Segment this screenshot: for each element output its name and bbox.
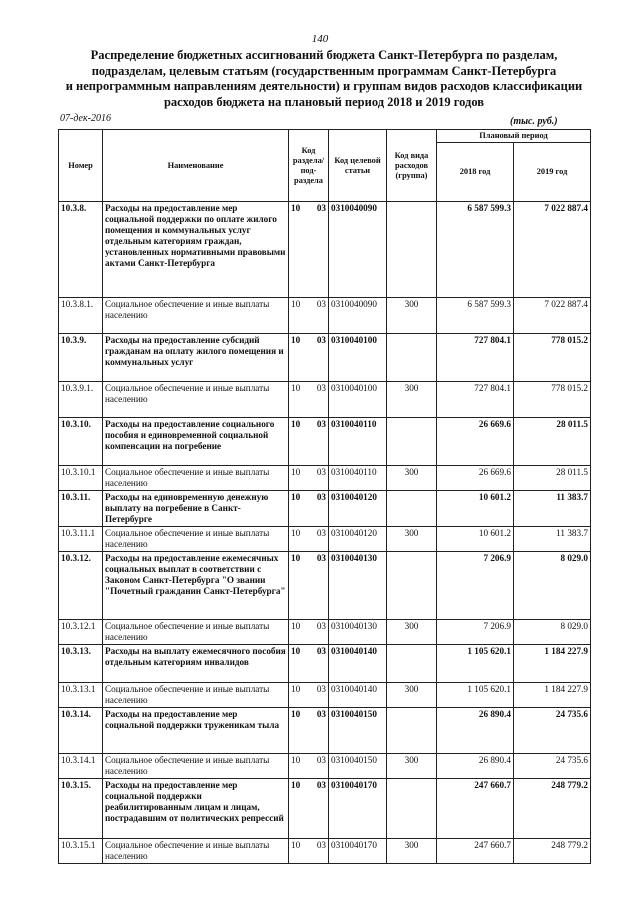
- row-section-code: [289, 620, 329, 645]
- row-amount-2019: 11 383.7: [514, 491, 591, 527]
- section-code: 10: [291, 780, 301, 790]
- section-code: 10: [291, 467, 301, 477]
- row-expense-type: [387, 779, 437, 839]
- section-code: 10: [291, 335, 301, 345]
- row-amount-2018: 26 890.4: [437, 708, 514, 754]
- title-line: расходов бюджета на плановый период 2018 и 2019 годов: [163, 94, 485, 109]
- row-number: 10.3.9.1.: [59, 382, 103, 418]
- row-number: 10.3.13.1: [59, 683, 103, 708]
- header-name: Наименование: [103, 130, 289, 202]
- row-number: 10.3.8.1.: [59, 298, 103, 334]
- section-code: 10: [291, 553, 301, 563]
- table-row: [59, 466, 591, 491]
- row-expense-type: 300: [387, 298, 437, 334]
- subsection-code: 03: [316, 419, 326, 429]
- table-row: [59, 527, 591, 552]
- row-amount-2019: 24 735.6: [514, 708, 591, 754]
- row-target-code: 0310040090: [329, 298, 387, 334]
- subsection-code: 03: [316, 203, 326, 213]
- row-section-code: [289, 334, 329, 382]
- header-year-2018: 2018 год: [437, 143, 514, 202]
- row-section-code: [289, 645, 329, 683]
- row-target-code: 0310040170: [329, 839, 387, 864]
- subsection-code: 03: [316, 780, 326, 790]
- row-expense-type: 300: [387, 754, 437, 779]
- table-row: [59, 552, 591, 620]
- row-number: 10.3.14.: [59, 708, 103, 754]
- row-expense-type: [387, 334, 437, 382]
- row-amount-2019: 778 015.2: [514, 334, 591, 382]
- section-code: 10: [291, 755, 301, 765]
- header-planned-period: Плановый период: [437, 130, 591, 143]
- row-amount-2018: 1 105 620.1: [437, 645, 514, 683]
- row-name: Расходы на предоставление социального пособия и единовременной социальной компенсации на погребение: [103, 418, 289, 466]
- row-amount-2019: 248 779.2: [514, 839, 591, 864]
- header-expense-type: Код вида расходов (группа): [387, 130, 437, 202]
- row-target-code: 0310040110: [329, 466, 387, 491]
- row-expense-type: 300: [387, 466, 437, 491]
- row-name: Социальное обеспечение и иные выплаты населению: [103, 754, 289, 779]
- row-target-code: 0310040170: [329, 779, 387, 839]
- row-expense-type: [387, 202, 437, 298]
- row-amount-2019: 24 735.6: [514, 754, 591, 779]
- row-amount-2019: 28 011.5: [514, 466, 591, 491]
- subsection-code: 03: [316, 755, 326, 765]
- title-line: подразделам, целевым статьям (государственным программам Санкт-Петербурга: [91, 63, 557, 78]
- row-expense-type: 300: [387, 620, 437, 645]
- page-number: 140: [311, 33, 329, 45]
- table-row: [59, 298, 591, 334]
- row-name: Расходы на предоставление мер социальной поддержки реабилитированным лицам и лицам, пострадавшим от политических репрессий: [103, 779, 289, 839]
- row-amount-2019: 7 022 887.4: [514, 298, 591, 334]
- row-section-code: [289, 754, 329, 779]
- subsection-code: 03: [316, 553, 326, 563]
- table-row: [59, 839, 591, 864]
- row-target-code: 0310040150: [329, 754, 387, 779]
- section-code: 10: [291, 383, 301, 393]
- section-code: 10: [291, 840, 301, 850]
- row-section-code: [289, 298, 329, 334]
- row-expense-type: 300: [387, 382, 437, 418]
- row-amount-2018: 26 669.6: [437, 466, 514, 491]
- row-expense-type: [387, 491, 437, 527]
- units-label: (тыс. руб.): [510, 116, 558, 127]
- section-code: 10: [291, 299, 301, 309]
- row-amount-2018: 6 587 599.3: [437, 298, 514, 334]
- row-number: 10.3.14.1: [59, 754, 103, 779]
- row-name: Социальное обеспечение и иные выплаты населению: [103, 839, 289, 864]
- table-row: [59, 202, 591, 298]
- row-section-code: [289, 491, 329, 527]
- section-code: 10: [291, 709, 301, 719]
- row-amount-2018: 247 660.7: [437, 839, 514, 864]
- row-expense-type: [387, 552, 437, 620]
- budget-table: [58, 129, 591, 864]
- row-target-code: 0310040090: [329, 202, 387, 298]
- section-code: 10: [291, 621, 301, 631]
- row-target-code: 0310040140: [329, 683, 387, 708]
- table-row: [59, 754, 591, 779]
- row-target-code: 0310040140: [329, 645, 387, 683]
- row-section-code: [289, 418, 329, 466]
- subsection-code: 03: [316, 467, 326, 477]
- table-row: [59, 620, 591, 645]
- row-name: Расходы на предоставление субсидий гражданам на оплату жилого помещения и коммунальных услуг: [103, 334, 289, 382]
- row-name: Социальное обеспечение и иные выплаты населению: [103, 620, 289, 645]
- row-amount-2018: 1 105 620.1: [437, 683, 514, 708]
- row-target-code: 0310040100: [329, 382, 387, 418]
- row-target-code: 0310040110: [329, 418, 387, 466]
- row-number: 10.3.10.: [59, 418, 103, 466]
- row-section-code: [289, 779, 329, 839]
- subsection-code: 03: [316, 646, 326, 656]
- row-amount-2018: 727 804.1: [437, 382, 514, 418]
- section-code: 10: [291, 492, 301, 502]
- section-code: 10: [291, 419, 301, 429]
- section-code: 10: [291, 684, 301, 694]
- row-amount-2019: 248 779.2: [514, 779, 591, 839]
- row-amount-2018: 6 587 599.3: [437, 202, 514, 298]
- row-name: Расходы на предоставление мер социальной поддержки труженикам тыла: [103, 708, 289, 754]
- row-section-code: [289, 466, 329, 491]
- title-line: и непрограммным направлениям деятельности) и группам видов расходов классификации: [65, 79, 583, 93]
- subsection-code: 03: [316, 492, 326, 502]
- subsection-code: 03: [316, 840, 326, 850]
- row-name: Социальное обеспечение и иные выплаты населению: [103, 683, 289, 708]
- row-amount-2018: 727 804.1: [437, 334, 514, 382]
- row-section-code: [289, 683, 329, 708]
- table-row: [59, 418, 591, 466]
- table-row: [59, 334, 591, 382]
- row-number: 10.3.13.: [59, 645, 103, 683]
- row-section-code: [289, 839, 329, 864]
- row-amount-2018: 10 601.2: [437, 527, 514, 552]
- row-name: Социальное обеспечение и иные выплаты населению: [103, 298, 289, 334]
- table-row: [59, 645, 591, 683]
- row-expense-type: [387, 645, 437, 683]
- subsection-code: 03: [316, 709, 326, 719]
- row-amount-2019: 28 011.5: [514, 418, 591, 466]
- row-number: 10.3.9.: [59, 334, 103, 382]
- row-amount-2019: 8 029.0: [514, 620, 591, 645]
- row-amount-2018: 7 206.9: [437, 552, 514, 620]
- row-section-code: [289, 708, 329, 754]
- row-target-code: 0310040120: [329, 491, 387, 527]
- row-amount-2018: 7 206.9: [437, 620, 514, 645]
- header-number: Номер: [59, 130, 103, 202]
- row-number: 10.3.10.1: [59, 466, 103, 491]
- row-amount-2019: 1 184 227.9: [514, 683, 591, 708]
- row-name: Расходы на предоставление мер социальной поддержки по оплате жилого помещения и коммунальных услуг отдельным категориям граждан, установленных нормативными правовыми актами Санкт-Петербурга: [103, 202, 289, 298]
- document-title: [52, 48, 596, 110]
- subsection-code: 03: [316, 299, 326, 309]
- row-number: 10.3.8.: [59, 202, 103, 298]
- row-name: Расходы на предоставление ежемесячных социальных выплат в соответствии с Законом Санкт-Петербурга "О звании "Почетный гражданин Санкт-Петербурга": [103, 552, 289, 620]
- row-section-code: [289, 527, 329, 552]
- row-number: 10.3.15.: [59, 779, 103, 839]
- row-amount-2019: 1 184 227.9: [514, 645, 591, 683]
- row-expense-type: [387, 418, 437, 466]
- section-code: 10: [291, 528, 301, 538]
- subsection-code: 03: [316, 621, 326, 631]
- table-row: [59, 382, 591, 418]
- row-target-code: 0310040150: [329, 708, 387, 754]
- table-row: [59, 683, 591, 708]
- row-amount-2019: 8 029.0: [514, 552, 591, 620]
- row-name: Расходы на выплату ежемесячного пособия отдельным категориям инвалидов: [103, 645, 289, 683]
- row-amount-2018: 247 660.7: [437, 779, 514, 839]
- row-number: 10.3.12.1: [59, 620, 103, 645]
- table-row: [59, 708, 591, 754]
- row-number: 10.3.12.: [59, 552, 103, 620]
- title-line: Распределение бюджетных ассигнований бюджета Санкт-Петербурга по разделам,: [90, 48, 558, 62]
- header-year-2019: 2019 год: [514, 143, 591, 202]
- subsection-code: 03: [316, 684, 326, 694]
- header-section-code: Код раздела/ под- раздела: [289, 130, 329, 202]
- row-number: 10.3.11.: [59, 491, 103, 527]
- subsection-code: 03: [316, 335, 326, 345]
- row-amount-2018: 10 601.2: [437, 491, 514, 527]
- row-amount-2018: 26 669.6: [437, 418, 514, 466]
- row-expense-type: [387, 708, 437, 754]
- row-amount-2019: 778 015.2: [514, 382, 591, 418]
- section-code: 10: [291, 203, 301, 213]
- row-target-code: 0310040100: [329, 334, 387, 382]
- table-row: [59, 491, 591, 527]
- row-name: Социальное обеспечение и иные выплаты населению: [103, 527, 289, 552]
- row-section-code: [289, 382, 329, 418]
- row-expense-type: 300: [387, 839, 437, 864]
- table-row: [59, 779, 591, 839]
- row-amount-2018: 26 890.4: [437, 754, 514, 779]
- subsection-code: 03: [316, 383, 326, 393]
- row-target-code: 0310040120: [329, 527, 387, 552]
- row-number: 10.3.15.1: [59, 839, 103, 864]
- row-name: Социальное обеспечение и иные выплаты населению: [103, 466, 289, 491]
- subsection-code: 03: [316, 528, 326, 538]
- row-number: 10.3.11.1: [59, 527, 103, 552]
- row-amount-2019: 7 022 887.4: [514, 202, 591, 298]
- header-target-code: Код целевой статьи: [329, 130, 387, 202]
- row-name: Расходы на единовременную денежную выплату на погребение в Санкт-Петербурге: [103, 491, 289, 527]
- document-date: 07-дек-2016: [60, 113, 111, 124]
- row-target-code: 0310040130: [329, 552, 387, 620]
- row-section-code: [289, 552, 329, 620]
- row-expense-type: 300: [387, 683, 437, 708]
- row-amount-2019: 11 383.7: [514, 527, 591, 552]
- row-section-code: [289, 202, 329, 298]
- table-body: [59, 202, 591, 864]
- row-name: Социальное обеспечение и иные выплаты населению: [103, 382, 289, 418]
- row-expense-type: 300: [387, 527, 437, 552]
- row-target-code: 0310040130: [329, 620, 387, 645]
- section-code: 10: [291, 646, 301, 656]
